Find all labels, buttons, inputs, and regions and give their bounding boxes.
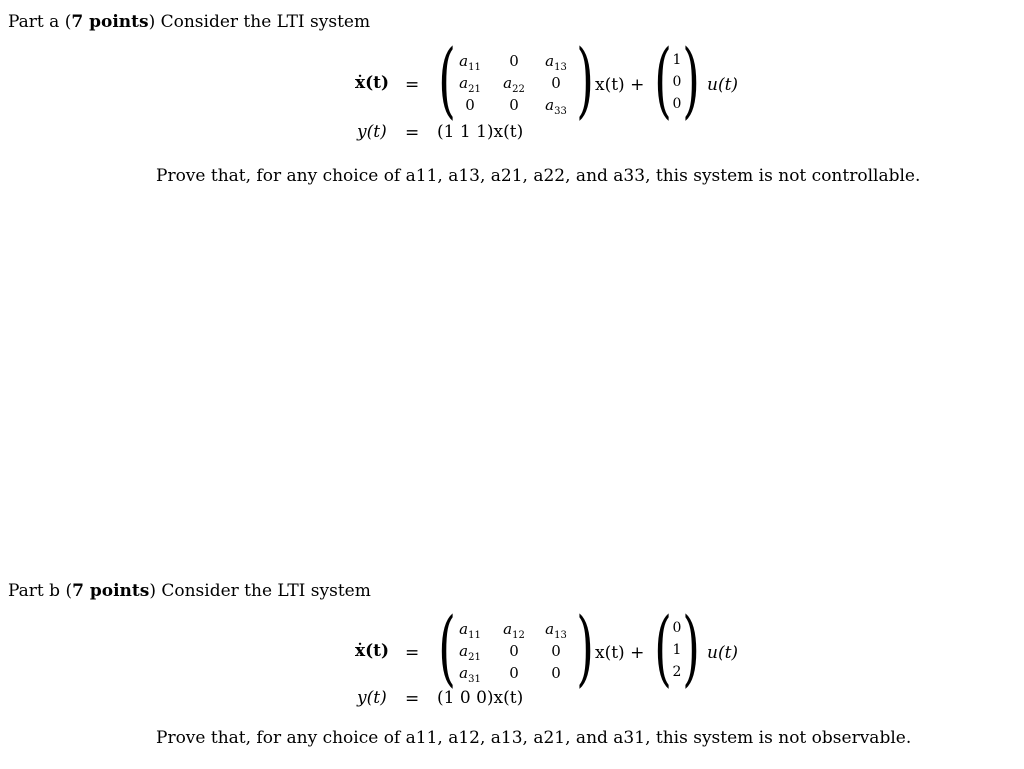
matrix-cell: 0: [509, 664, 519, 682]
part-b-system-matrix: [438, 601, 594, 696]
matrix-cell: $a_{11}$: [459, 620, 481, 641]
part-b-label: Part b (: [8, 581, 73, 601]
right-paren: ): [682, 33, 700, 128]
part-a-output-row: (1 1 1)x(t): [437, 122, 524, 142]
vector-cell: 1: [672, 52, 682, 68]
part-b-heading: [8, 581, 371, 601]
matrix-cell: $a_{13}$: [545, 620, 567, 641]
part-a-state-term: x(t) +: [595, 75, 645, 95]
part-a-label: Part a (: [8, 12, 72, 32]
matrix-cell: $a_{22}$: [503, 74, 525, 95]
part-a-lhs-state: ẋ(t): [355, 73, 390, 93]
part-a-heading: [8, 12, 370, 32]
part-b-lhs-output: y(t): [357, 688, 387, 708]
part-a-equals-1: =: [405, 75, 420, 95]
left-paren: (: [438, 33, 456, 128]
matrix-cell: 0: [551, 74, 561, 92]
vector-cell: 0: [672, 74, 682, 90]
vector-cell: 0: [672, 620, 682, 636]
left-paren: (: [654, 33, 672, 128]
matrix-cell: $a_{11}$: [459, 52, 481, 73]
part-a-input-vector: [654, 33, 700, 128]
vector-cell: 2: [672, 664, 682, 680]
part-b-input-vector: [654, 601, 700, 696]
part-a-equals-2: =: [405, 123, 420, 143]
matrix-cell: $a_{21}$: [459, 74, 481, 95]
matrix-cell: $a_{12}$: [503, 620, 525, 641]
left-paren: (: [654, 601, 672, 696]
part-b-suffix: ) Consider the LTI system: [149, 581, 371, 601]
right-paren: ): [576, 33, 594, 128]
part-b-points: 7 points: [72, 581, 150, 601]
part-a-points: 7 points: [71, 12, 149, 32]
vector-cell: 0: [672, 96, 682, 112]
part-a-input-term: u(t): [707, 75, 739, 95]
matrix-cell: $a_{21}$: [459, 642, 481, 663]
matrix-cell: 0: [509, 52, 519, 70]
matrix-cell: $a_{33}$: [545, 96, 567, 117]
right-paren: ): [576, 601, 594, 696]
matrix-cell: $a_{13}$: [545, 52, 567, 73]
matrix-cell: 0: [509, 642, 519, 660]
part-b-output-row: (1 0 0)x(t): [437, 688, 524, 708]
part-b-prompt: Prove that, for any choice of a11, a12, a13, a21, and a31, this system is not observable.: [156, 728, 912, 748]
part-a-system-matrix: [438, 33, 594, 128]
matrix-cell: $a_{31}$: [459, 664, 481, 685]
right-paren: ): [682, 601, 700, 696]
matrix-cell: 0: [465, 96, 475, 114]
part-a-suffix: ) Consider the LTI system: [148, 12, 371, 32]
part-a-prompt: Prove that, for any choice of a11, a13, a21, a22, and a33, this system is not controllable.: [156, 166, 921, 186]
matrix-cell: 0: [551, 642, 561, 660]
left-paren: (: [438, 601, 456, 696]
matrix-cell: 0: [509, 96, 519, 114]
part-b-equals-1: =: [405, 643, 420, 663]
matrix-cell: 0: [551, 664, 561, 682]
part-b-equations: [355, 601, 775, 730]
part-a-lhs-output: y(t): [357, 122, 387, 142]
part-b-equals-2: =: [405, 689, 420, 709]
part-b-state-term: x(t) +: [595, 643, 645, 663]
part-b-input-term: u(t): [707, 643, 739, 663]
part-b-lhs-state: ẋ(t): [355, 641, 390, 661]
vector-cell: 1: [672, 642, 682, 658]
part-a-equations: [355, 33, 775, 162]
